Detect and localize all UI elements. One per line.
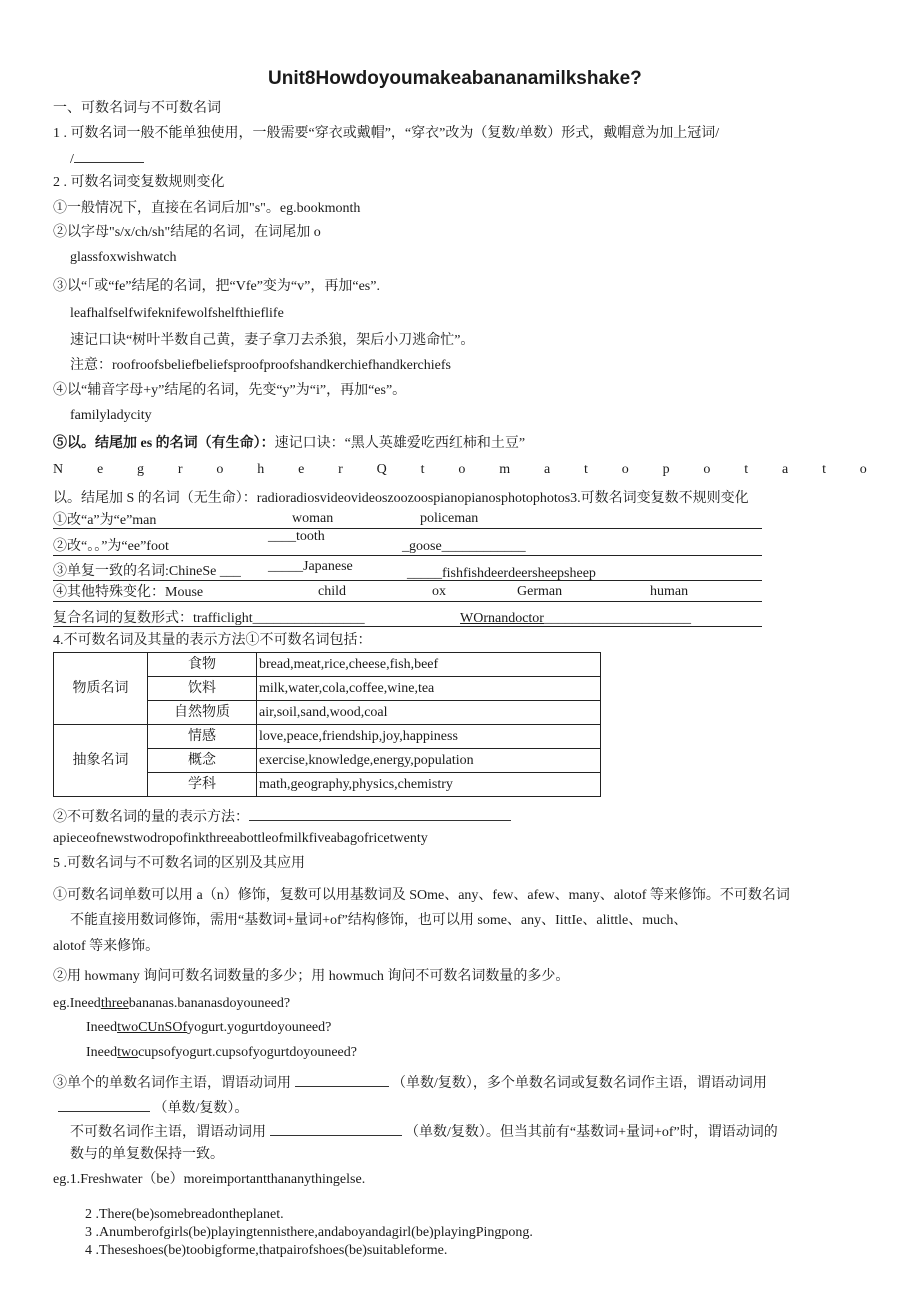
woman-doctor-text: WOrnandoctor bbox=[460, 611, 544, 626]
rule-3-note: 注意：roofroofsbeliefbeliefsproofproofshandkerchiefhandkerchiefs bbox=[70, 358, 451, 373]
examples-cell: exercise,knowledge,energy,population bbox=[257, 749, 601, 773]
irregular-row-1-label: ①改“a”为“e”man bbox=[53, 513, 157, 528]
chinese-label: ③单复一致的名词:ChineSe bbox=[53, 564, 217, 579]
spaced-letter: h bbox=[257, 462, 265, 477]
rule-5-heading: ⑤以。结尾加 es 的名词（有生命）： bbox=[53, 436, 275, 451]
example-2-pre: Ineed bbox=[86, 1020, 118, 1035]
spaced-letter: o bbox=[458, 462, 466, 477]
goose-text: goose bbox=[409, 539, 442, 554]
spaced-letter: o bbox=[703, 462, 711, 477]
slash-text: / bbox=[70, 152, 74, 167]
table-row bbox=[54, 725, 601, 749]
spaced-letter: t bbox=[822, 462, 826, 477]
spaced-letter: m bbox=[499, 462, 511, 477]
rule-2-examples: glassfoxwishwatch bbox=[70, 250, 177, 265]
spaced-letter: a bbox=[543, 462, 551, 477]
example-3 bbox=[86, 1044, 357, 1062]
irregular-row-4-label: ④其他特殊变化：Mouse bbox=[53, 585, 204, 600]
spaced-letter: t bbox=[584, 462, 588, 477]
section-4-heading: 4.不可数名词及其量的表示方法①不可数名词包括： bbox=[53, 633, 372, 648]
difference-1-line-2: 不能直接用数词修饰，需用“基数词+量词+of”结构修饰，也可以用 some、any、IittIe、alittle、much、 bbox=[70, 913, 688, 928]
answer-blank[interactable] bbox=[58, 1097, 150, 1112]
japanese-text: Japanese bbox=[303, 559, 353, 574]
irregular-row-3-word-1: _____Japanese bbox=[268, 559, 353, 574]
examples-cell: milk,water,cola,coffee,wine,tea bbox=[257, 677, 601, 701]
spaced-letter: e bbox=[298, 462, 305, 477]
irregular-row-2-label: ②改“。。”为“ee”foot bbox=[53, 539, 169, 554]
subcategory-cell: 概念 bbox=[148, 749, 257, 773]
irregular-row-3-word-2: _____fishfishdeerdeersheepsheep bbox=[407, 566, 596, 581]
compound-label: 复合名词的复数形式：trafficlight bbox=[53, 611, 253, 626]
quantity-examples: apieceofnewstwodropofinkthreeabottleofmilkfiveabagofricetwenty bbox=[53, 831, 428, 846]
irregular-row-2-word-1: ____tooth bbox=[268, 529, 325, 544]
example-1-underlined: three bbox=[100, 996, 129, 1011]
rule-3-examples: leafhalfselfwifeknifewolfshelfthieflife bbox=[70, 306, 284, 321]
spaced-letter: g bbox=[137, 462, 145, 477]
category-cell: 抽象名词 bbox=[54, 725, 148, 797]
subcategory-cell: 情感 bbox=[148, 725, 257, 749]
rule-4-examples: familyladycity bbox=[70, 408, 152, 423]
answer-blank[interactable] bbox=[295, 1072, 389, 1087]
example-3-pre: Ineed bbox=[86, 1045, 118, 1060]
answer-blank[interactable] bbox=[74, 148, 144, 163]
exercise-2: 2 .There(be)somebreadontheplanet. bbox=[85, 1207, 284, 1222]
example-2-underlined: twoCUnSOf bbox=[117, 1020, 188, 1035]
rule-1: ①一般情况下，直接在名词后加"s"。eg.bookmonth bbox=[53, 201, 361, 216]
section-5-heading: 5 .可数名词与不可数名词的区别及其应用 bbox=[53, 856, 305, 871]
difference-3-line-1 bbox=[53, 1072, 767, 1093]
answer-blank[interactable] bbox=[249, 806, 511, 821]
underline-row-5 bbox=[53, 626, 762, 627]
subcategory-cell: 自然物质 bbox=[148, 701, 257, 725]
spaced-letter: t bbox=[744, 462, 749, 477]
spaced-letter: p bbox=[662, 462, 670, 477]
paragraph-1-line-2 bbox=[70, 148, 144, 169]
spaced-letter: e bbox=[96, 462, 104, 477]
difference-2: ②用 howmany 询问可数名词数量的多少；用 howmuch 询问不可数名词数量的多少。 bbox=[53, 969, 570, 984]
underline-row-3 bbox=[53, 580, 762, 581]
subcategory-cell: 食物 bbox=[148, 653, 257, 677]
rule-3-mnemonic: 速记口诀“树叶半数自己黄，妻子拿刀去杀狼，架后小刀逃命忙”。 bbox=[70, 333, 475, 348]
spaced-letter: o bbox=[859, 462, 867, 477]
fish-deer-sheep-text: fishfishdeerdeersheepsheep bbox=[442, 566, 596, 581]
rule-4: ④以“辅音字母+y”结尾的名词，先变“y”为“i”，再加“es”。 bbox=[53, 383, 407, 398]
paragraph-2-heading: 2 . 可数名词变复数规则变化 bbox=[53, 175, 225, 190]
difference-1-line-3: alotof 等来修饰。 bbox=[53, 939, 160, 954]
example-2-post: yogurt.yogurtdoyouneed? bbox=[187, 1020, 332, 1035]
example-1-pre: eg.Ineed bbox=[53, 996, 101, 1011]
rule-2: ②以字母"s/x/ch/sh"结尾的名词，在词尾加 o bbox=[53, 225, 321, 240]
difference-3c-post: （单数/复数）。但当其前有“基数词+量词+of”时，谓语动词的 bbox=[405, 1125, 778, 1140]
exercise-4: 4 .Theseshoes(be)toobigforme,thatpairofshoes(be)suitableforme. bbox=[85, 1243, 448, 1258]
underline-row-4 bbox=[53, 601, 762, 602]
irregular-row-3-label: ③单复一致的名词:ChineSe ___ bbox=[53, 564, 241, 579]
spaced-letter: Q bbox=[376, 462, 387, 477]
irregular-row-4-word-2: ox bbox=[432, 584, 446, 599]
example-1-post: bananas.bananasdoyouneed? bbox=[128, 996, 291, 1011]
rule-5 bbox=[53, 435, 525, 453]
subcategory-cell: 饮料 bbox=[148, 677, 257, 701]
examples-cell: bread,meat,rice,cheese,fish,beef bbox=[257, 653, 601, 677]
irregular-row-5-word-1: WOrnandoctor_____________________ bbox=[460, 611, 691, 626]
difference-3-line-4: 数与的单复数保持一致。 bbox=[70, 1147, 224, 1162]
spaced-letter: N bbox=[53, 462, 64, 477]
underline-row-1 bbox=[53, 528, 762, 529]
underline-row-2 bbox=[53, 555, 762, 556]
difference-1-line-1: ①可数名词单数可以用 a（n）修饰，复数可以用基数词及 SOme、any、few、afew、many、alotof 等来修饰。不可数名词 bbox=[53, 888, 790, 903]
difference-3c-pre: 不可数名词作主语，谓语动词用 bbox=[70, 1125, 266, 1140]
irregular-row-2-word-2: _goose____________ bbox=[402, 539, 526, 554]
exercise-3: 3 .Anumberofgirls(be)playingtennisthere,andaboyandagirl(be)playingPingpong. bbox=[85, 1225, 533, 1240]
irregular-row-5-label: 复合名词的复数形式：trafficlight________________ bbox=[53, 611, 365, 626]
answer-blank[interactable] bbox=[270, 1121, 402, 1136]
paragraph-1-line-1: 1 . 可数名词一般不能单独使用，一般需要“穿衣或戴帽”，“穿衣”改为（复数/单数）形式，戴帽意为加上冠词/ bbox=[53, 126, 720, 141]
irregular-row-1-word-1: woman bbox=[292, 511, 334, 526]
irregular-row-4-word-4: human bbox=[650, 584, 689, 599]
spaced-letter: t bbox=[420, 462, 425, 477]
examples-cell: love,peace,friendship,joy,happiness bbox=[257, 725, 601, 749]
spaced-letter: r bbox=[177, 462, 183, 477]
spaced-letter: o bbox=[216, 462, 224, 477]
quantity-heading bbox=[53, 806, 511, 827]
rule-3: ③以“「或“fe”结尾的名词，把“Vfe”变为“v”，再加“es”. bbox=[53, 279, 380, 294]
page-title: Unit8Howdoyoumakeabananamilkshake? bbox=[268, 68, 642, 89]
spaced-letter: r bbox=[338, 462, 343, 477]
quantity-label: ②不可数名词的量的表示方法： bbox=[53, 810, 249, 825]
example-3-post: cupsofyogurt.cupsofyogurtdoyouneed? bbox=[138, 1045, 357, 1060]
spaced-letter: o bbox=[621, 462, 629, 477]
rule-6: 以。结尾加 S 的名词（无生命）：radioradiosvideovideoszoozoospianopianosphotophotos3.可数名词变复数不规则变化 bbox=[53, 491, 749, 506]
difference-3-line-2-post: （单数/复数）。 bbox=[153, 1101, 249, 1116]
spaced-letter: a bbox=[782, 462, 789, 477]
rule-5-mnemonic: 速记口诀：“黑人英雄爱吃西红柿和土豆” bbox=[274, 436, 526, 451]
irregular-row-4-word-3: German bbox=[517, 584, 563, 599]
uncountable-nouns-table bbox=[53, 652, 601, 797]
difference-3-post: （单数/复数），多个单数名词或复数名词作主语，谓语动词用 bbox=[392, 1076, 767, 1091]
category-cell: 物质名词 bbox=[54, 653, 148, 725]
exercise-1: eg.1.Freshwater（be）moreimportantthananythingelse. bbox=[53, 1172, 366, 1187]
table-row bbox=[54, 653, 601, 677]
difference-3-pre: ③单个的单数名词作主语，谓语动词用 bbox=[53, 1076, 291, 1091]
difference-3-line-2 bbox=[58, 1097, 248, 1118]
examples-cell: math,geography,physics,chemistry bbox=[257, 773, 601, 797]
irregular-row-1-word-2: policeman bbox=[420, 511, 479, 526]
rule-5-spaced-letters bbox=[53, 461, 867, 479]
example-3-underlined: two bbox=[117, 1045, 139, 1060]
examples-cell: air,soil,sand,wood,coal bbox=[257, 701, 601, 725]
section-heading-1: 一、可数名词与不可数名词 bbox=[53, 101, 221, 116]
difference-3-line-3 bbox=[70, 1121, 778, 1142]
example-2 bbox=[86, 1019, 331, 1037]
tooth-text: tooth bbox=[296, 529, 325, 544]
subcategory-cell: 学科 bbox=[148, 773, 257, 797]
example-1 bbox=[53, 995, 290, 1013]
irregular-row-4-word-1: child bbox=[318, 584, 346, 599]
